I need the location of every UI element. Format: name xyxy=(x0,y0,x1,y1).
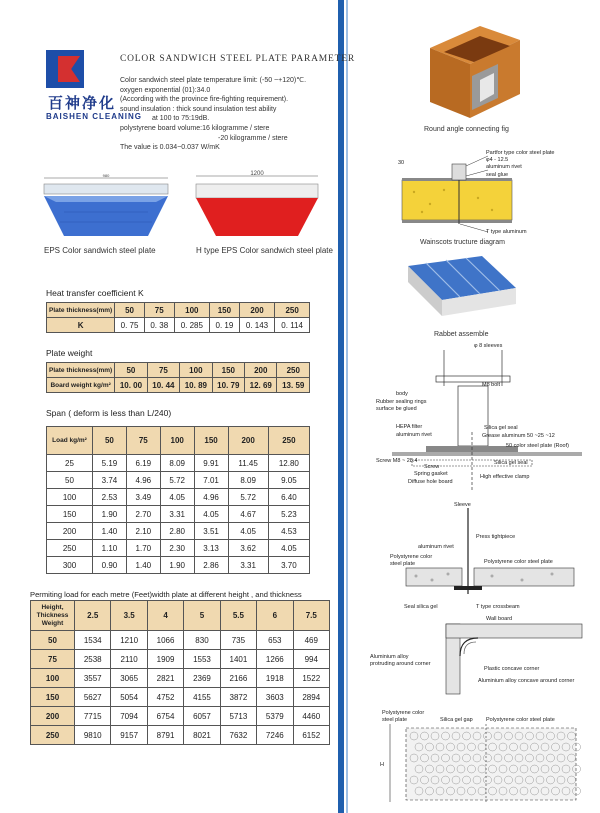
filter-label: Silica gel seal xyxy=(484,425,518,431)
table-row xyxy=(47,455,310,472)
row-label: 50 xyxy=(31,631,75,650)
table-cell: 100 xyxy=(160,427,194,455)
corner-connect-figure xyxy=(410,18,530,126)
htype-caption: H type EPS Color sandwich steel plate xyxy=(196,246,333,255)
row-label: 150 xyxy=(31,688,75,707)
filter-label: Screw M8 ~ 28.4 xyxy=(376,458,418,464)
eps-dim: 980 xyxy=(102,173,110,178)
table-cell: 3557 xyxy=(75,669,111,688)
table-row xyxy=(47,489,310,506)
wainscot-label: Partfor type color steel plate xyxy=(486,150,555,156)
table-cell: 200 xyxy=(239,303,274,318)
table-cell: 2166 xyxy=(220,669,256,688)
filter-label: surface be glued xyxy=(376,406,417,412)
table-cell: 4.96 xyxy=(194,489,228,506)
table-cell: 2.10 xyxy=(126,523,160,540)
eps-caption: EPS Color sandwich steel plate xyxy=(44,246,156,255)
table-cell: 3603 xyxy=(257,688,293,707)
table-cell: 5713 xyxy=(220,707,256,726)
table-cell: 1210 xyxy=(111,631,147,650)
table-cell: 7632 xyxy=(220,726,256,745)
params-block xyxy=(120,76,306,153)
table-cell: 2.80 xyxy=(160,523,194,540)
row-label: 250 xyxy=(47,540,93,557)
table-cell: 9157 xyxy=(111,726,147,745)
table-cell: 250 xyxy=(277,363,310,378)
param-line: -20 kilogramme / stere xyxy=(218,134,288,142)
table-cell: 3.31 xyxy=(160,506,194,523)
wainscot-label: φ4 - 12.5 xyxy=(486,157,509,163)
wainscot-label: T type aluminum xyxy=(486,229,527,235)
table-cell: 9810 xyxy=(75,726,111,745)
weight-table xyxy=(46,362,310,393)
company-name-en: BAISHEN CLEANING xyxy=(46,112,143,121)
ceiling-label: Polystyrene color xyxy=(390,554,433,560)
table-cell: 3.49 xyxy=(126,489,160,506)
table-cell: 200 xyxy=(228,427,268,455)
filter-label: HEPA filter xyxy=(396,424,423,430)
table-cell: 75 xyxy=(147,363,179,378)
table-cell: 2110 xyxy=(111,650,147,669)
ceiling-label: Polystyrene color steel plate xyxy=(484,559,553,565)
table-cell: 13. 59 xyxy=(277,378,310,393)
ceiling-label: Press tightpiece xyxy=(476,534,516,540)
corner-label: Plastic concave corner xyxy=(484,666,540,672)
table-cell: 4.53 xyxy=(268,523,309,540)
table-cell: 150 xyxy=(194,427,228,455)
filter-label: M8 bolt xyxy=(482,382,501,388)
table-cell: 0.90 xyxy=(93,557,127,574)
table-cell: 5.5 xyxy=(220,601,256,631)
table-cell: 2.86 xyxy=(194,557,228,574)
wall-section-figure xyxy=(376,718,582,808)
table-row xyxy=(47,427,310,455)
table-cell: 6 xyxy=(257,601,293,631)
corner-label: Wall board xyxy=(486,616,513,622)
table-cell: 8.09 xyxy=(228,472,268,489)
table-cell: 11.45 xyxy=(228,455,268,472)
table-cell: 2.70 xyxy=(126,506,160,523)
table-cell: 1534 xyxy=(75,631,111,650)
filter-label: Screw xyxy=(424,464,440,470)
table-cell: 0. 75 xyxy=(115,318,145,333)
table-cell: 4.05 xyxy=(268,540,309,557)
table-cell: 5054 xyxy=(111,688,147,707)
blue-divider xyxy=(338,0,344,813)
table-cell: 5.23 xyxy=(268,506,309,523)
table-row xyxy=(47,506,310,523)
weight-title: Plate weight xyxy=(46,348,93,358)
table-cell: 1066 xyxy=(147,631,183,650)
table-cell: 3.5 xyxy=(111,601,147,631)
table-cell: 1.90 xyxy=(160,557,194,574)
table-cell: 6.40 xyxy=(268,489,309,506)
wall-label: H xyxy=(380,762,384,768)
table-cell: 50 xyxy=(115,303,145,318)
table-cell: 100 xyxy=(180,363,212,378)
table-row xyxy=(47,557,310,574)
wall-label: Polystyrene color steel plate xyxy=(486,717,555,723)
table-cell: 4 xyxy=(147,601,183,631)
table-cell: 653 xyxy=(257,631,293,650)
table-row xyxy=(47,523,310,540)
table-cell: 8021 xyxy=(184,726,220,745)
rabbet-caption: Rabbet assemble xyxy=(434,331,489,338)
table-cell: 3.62 xyxy=(228,540,268,557)
table-cell: 5379 xyxy=(257,707,293,726)
ceiling-label: Sleeve xyxy=(454,502,471,508)
table-cell: 0. 143 xyxy=(239,318,274,333)
table-cell: 10. 00 xyxy=(115,378,147,393)
ceiling-label: T type crossbeam xyxy=(476,604,520,610)
table-cell: 1.90 xyxy=(93,506,127,523)
table-cell: 4.67 xyxy=(228,506,268,523)
row-label: Board weight kg/m² xyxy=(47,378,115,393)
corner-label: Aluminium alloy concave around corner xyxy=(478,678,575,684)
filter-label: Diffuse hole board xyxy=(408,479,453,485)
table-cell: 3.13 xyxy=(194,540,228,557)
filter-label: Silica gel seal xyxy=(494,460,528,466)
table-cell: 3.31 xyxy=(228,557,268,574)
table-row xyxy=(47,303,310,318)
table-cell: 830 xyxy=(184,631,220,650)
table-cell: 50 xyxy=(115,363,147,378)
table-cell: 5.19 xyxy=(93,455,127,472)
table-cell: 1909 xyxy=(147,650,183,669)
param-line: (According with the province fire-fighting requirement). xyxy=(120,96,289,104)
heat-table xyxy=(46,302,310,333)
row-label: 100 xyxy=(31,669,75,688)
filter-label: Grease aluminum 50 ~25 ~12 xyxy=(482,433,555,439)
table-cell: 3.74 xyxy=(93,472,127,489)
table-cell: 1918 xyxy=(257,669,293,688)
table-cell: 2538 xyxy=(75,650,111,669)
table-cell: 75 xyxy=(126,427,160,455)
table-cell: 2.30 xyxy=(160,540,194,557)
page-title: COLOR SANDWICH STEEL PLATE PARAMETER xyxy=(120,54,355,64)
row-label: 75 xyxy=(31,650,75,669)
span-head: Load kg/m² xyxy=(47,427,93,455)
param-line: polystyrene board volume:16 kilogramme / stere xyxy=(120,124,270,132)
table-cell: 9.05 xyxy=(268,472,309,489)
wainscot-figure xyxy=(392,148,572,236)
row-label: 250 xyxy=(31,726,75,745)
wainscot-label: 30 xyxy=(398,160,405,166)
row-label: 300 xyxy=(47,557,93,574)
filter-label: 50 color steel plate (Roof) xyxy=(506,443,569,449)
table-cell: 994 xyxy=(293,650,329,669)
param-line: sound insulation : thick sound insulation test ability xyxy=(120,105,277,113)
wainscot-caption: Wainscots tructure diagram xyxy=(420,239,505,246)
table-cell: 469 xyxy=(293,631,329,650)
table-cell: 1.40 xyxy=(126,557,160,574)
corner-profile-figure xyxy=(438,616,588,696)
table-cell: 3065 xyxy=(111,669,147,688)
table-cell: 4460 xyxy=(293,707,329,726)
table-cell: 7715 xyxy=(75,707,111,726)
table-cell: 0. 114 xyxy=(275,318,310,333)
table-cell: 1522 xyxy=(293,669,329,688)
table-cell: 1.40 xyxy=(93,523,127,540)
wall-label: Silica gel gap xyxy=(440,717,473,723)
filter-label: body xyxy=(396,391,408,397)
row-label: Plate thickness(mm) xyxy=(47,303,115,318)
table-row xyxy=(47,363,310,378)
wainscot-label: aluminum rivet xyxy=(486,164,522,170)
filter-label: Rubber sealing rings xyxy=(376,399,427,405)
load-table xyxy=(30,600,330,745)
table-cell: 1401 xyxy=(220,650,256,669)
table-cell: 4.05 xyxy=(160,489,194,506)
load-head: Height, Thickness Weight xyxy=(31,601,75,631)
table-cell: 735 xyxy=(220,631,256,650)
table-cell: 2821 xyxy=(147,669,183,688)
rabbet-figure xyxy=(402,252,522,324)
table-cell: 6.19 xyxy=(126,455,160,472)
ceiling-label: aluminum rivet xyxy=(418,544,454,550)
blue-divider-thin xyxy=(346,0,348,813)
table-row xyxy=(31,650,330,669)
filter-label: φ 8 sleeves xyxy=(474,343,503,349)
table-row xyxy=(31,688,330,707)
param-line: Color sandwich steel plate temperature limit: (-50 ~+120)℃. xyxy=(120,77,307,84)
param-line: at 100 to 75:19dB. xyxy=(152,115,210,123)
table-cell: 6754 xyxy=(147,707,183,726)
span-table xyxy=(46,426,310,574)
ceiling-label: Seal silica gel xyxy=(404,604,438,610)
corner-caption: Round angle connecting fig xyxy=(424,126,509,133)
table-cell: 1266 xyxy=(257,650,293,669)
table-row xyxy=(31,631,330,650)
htype-panel-figure xyxy=(192,170,322,242)
table-cell: 2369 xyxy=(184,669,220,688)
table-cell: 150 xyxy=(212,363,244,378)
table-cell: 2.53 xyxy=(93,489,127,506)
company-name-cn: 百神净化 xyxy=(48,94,117,112)
corner-label: Aluminium alloy xyxy=(370,654,409,660)
table-row xyxy=(47,318,310,333)
table-cell: 5 xyxy=(184,601,220,631)
table-cell: 10. 79 xyxy=(212,378,244,393)
row-label: Plate thickness(mm) xyxy=(47,363,115,378)
table-cell: 0. 285 xyxy=(174,318,209,333)
table-cell: 4.05 xyxy=(194,506,228,523)
table-cell: 250 xyxy=(268,427,309,455)
table-cell: 0. 19 xyxy=(210,318,240,333)
heat-title: Heat transfer coefficient K xyxy=(46,288,144,298)
table-cell: 10. 89 xyxy=(180,378,212,393)
corner-label: protruding around corner xyxy=(370,661,431,667)
table-cell: 8.09 xyxy=(160,455,194,472)
table-cell: 150 xyxy=(210,303,240,318)
table-cell: 4.96 xyxy=(126,472,160,489)
table-cell: 4.05 xyxy=(228,523,268,540)
wall-label: steel plate xyxy=(382,717,408,723)
table-cell: 9.91 xyxy=(194,455,228,472)
table-cell: 7094 xyxy=(111,707,147,726)
table-cell: 5.72 xyxy=(160,472,194,489)
table-cell: 3.70 xyxy=(268,557,309,574)
table-cell: 2894 xyxy=(293,688,329,707)
table-row xyxy=(31,726,330,745)
wainscot-label: seal glue xyxy=(486,172,509,178)
table-row xyxy=(31,669,330,688)
row-label: K xyxy=(47,318,115,333)
table-cell: 4752 xyxy=(147,688,183,707)
span-title: Span ( deform is less than L/240) xyxy=(46,408,172,418)
table-row xyxy=(47,540,310,557)
load-title: Permiting load for each metre (Feet)width plate at different height , and thickness xyxy=(30,590,302,599)
table-cell: 8791 xyxy=(147,726,183,745)
param-line: The value is 0.034~0.037 W/mK xyxy=(120,144,220,152)
table-cell: 4155 xyxy=(184,688,220,707)
param-line: oxygen exponential (01):34.0 xyxy=(120,86,211,94)
table-cell: 100 xyxy=(174,303,209,318)
row-label: 200 xyxy=(47,523,93,540)
table-cell: 2.5 xyxy=(75,601,111,631)
table-cell: 5627 xyxy=(75,688,111,707)
filter-label: aluminum rivet xyxy=(396,432,432,438)
table-cell: 10. 44 xyxy=(147,378,179,393)
table-cell: 50 xyxy=(93,427,127,455)
table-cell: 7.5 xyxy=(293,601,329,631)
row-label: 100 xyxy=(47,489,93,506)
wall-label: Polystyrene color xyxy=(382,710,425,716)
filter-label: Spring gasket xyxy=(414,471,448,477)
filter-label: High effective clamp xyxy=(480,474,530,480)
table-row xyxy=(47,472,310,489)
table-cell: 6152 xyxy=(293,726,329,745)
row-label: 200 xyxy=(31,707,75,726)
table-cell: 200 xyxy=(245,363,277,378)
table-cell: 1.10 xyxy=(93,540,127,557)
table-cell: 0. 38 xyxy=(144,318,174,333)
table-cell: 5.72 xyxy=(228,489,268,506)
table-row xyxy=(31,707,330,726)
htype-dim: 1200 xyxy=(250,171,264,177)
table-row xyxy=(31,601,330,631)
table-cell: 3872 xyxy=(220,688,256,707)
table-cell: 7.01 xyxy=(194,472,228,489)
table-cell: 12.80 xyxy=(268,455,309,472)
table-cell: 75 xyxy=(144,303,174,318)
table-cell: 7246 xyxy=(257,726,293,745)
table-row xyxy=(47,378,310,393)
row-label: 25 xyxy=(47,455,93,472)
table-cell: 3.51 xyxy=(194,523,228,540)
table-cell: 6057 xyxy=(184,707,220,726)
row-label: 50 xyxy=(47,472,93,489)
table-cell: 1.70 xyxy=(126,540,160,557)
ceiling-label: steel plate xyxy=(390,561,416,567)
table-cell: 1553 xyxy=(184,650,220,669)
eps-panel-figure xyxy=(36,172,176,244)
table-cell: 12. 69 xyxy=(245,378,277,393)
table-cell: 250 xyxy=(275,303,310,318)
row-label: 150 xyxy=(47,506,93,523)
